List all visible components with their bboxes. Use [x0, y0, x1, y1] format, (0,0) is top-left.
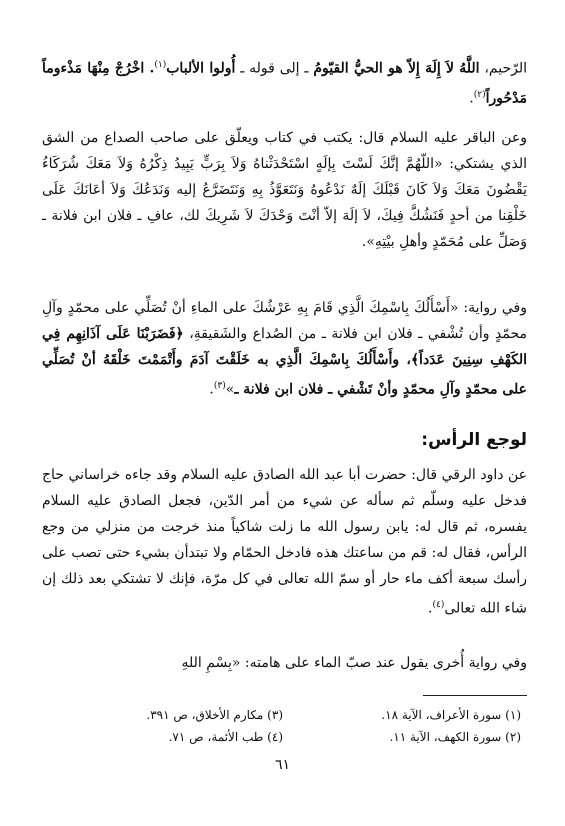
- footnote: (١) سورة الأعراف، الآية ١٨.: [381, 708, 521, 722]
- footnote-marker: (٤): [432, 600, 445, 610]
- footnote: (٣) مكارم الأخلاق، ص ٣٩١.: [146, 708, 283, 722]
- verse-text: أُولوا الألباب: [166, 60, 236, 77]
- footnote-marker: (٣): [213, 381, 226, 391]
- verse-text: اللَّهُ لاَ إِلَهَ إِلاّ هو الحيُّ القيّومُ: [313, 60, 480, 77]
- paragraph-quran-verses: [42, 52, 527, 111]
- section-heading: لوجع الرأس:: [421, 430, 527, 450]
- paragraph-other-narration: وفي رواية أُخرى يقول عند صبّ الماء على هامته: «بِسْمِ اللهِ: [181, 655, 527, 671]
- text-run: .: [428, 600, 433, 617]
- text-run: .: [209, 381, 214, 398]
- footnote-marker: (١): [154, 60, 167, 70]
- footnote-marker: (٢): [473, 89, 486, 100]
- footnote: (٤) طب الأئمة، ص ٧١.: [168, 730, 283, 744]
- verse-text: ﴿فَضَرَبْنَا عَلَى آذَانِهِم فِي الكَهْفِ سِنِينَ عَدَداً﴾، وأَسْأَلُكَ بِاسْمِكَ الَّذِي به خَلَقْتَ آدَمَ وأَتْمَمْتَ خَلْقَهُ أنْ تُصَلِّي على محمّدٍ وآلِ محمّدٍ وأنْ تَشْفي ـ فلان ابن فلانة ـ: [42, 326, 527, 398]
- text-run: ـ إلى قوله ـ: [235, 60, 314, 77]
- footnote: (٢) سورة الكهف، الآية ١١.: [389, 730, 521, 744]
- page-number: ٦١: [274, 757, 291, 773]
- paragraph-dawud-narration: [42, 462, 527, 622]
- verse-text: . اخْرُجْ مِنْهَا مَذْءوماً مَدْحُوراً: [42, 60, 527, 107]
- paragraph-baqir-narration: وعن الباقر عليه السلام قال: يكتب في كتاب ويعلّق على صاحب الصداع من الشق الذي يشتكي: «اللّهُمَّ إنَّكَ لَسْتَ بِإلَهٍ اسْتَحْدَثْناهُ وَلاَ بِرَبٍّ يَبِيدُ ذِكْرُهُ وَلاَ مَعَكَ شُرَكَاءُ يَقْضُونَ مَعَكَ وَلاَ كَانَ قَبْلَكَ إلَهٌ نَدْعُوهُ وَنَتَعَوَّذُ بِهِ وَنَتَضَرَّعُ إليه وَنَدَعُكَ وَلاَ أعَانَكَ عَلَى خَلْقِنا من أحدٍ فَنَشُكَّ فِيكَ، لاَ إلَهَ إلاّ أنْتَ وَحْدَكَ لاَ شَرِيكَ لك، عافِ ـ فلان ابن فلانة ـ وَصَلِّ على مُحَمّدٍ وأهلِ بيْتِهِ».: [42, 130, 527, 250]
- text-run: عن داود الرقي قال: حضرت أبا عبد الله الصادق عليه السلام وقد جاءه خراساني حاج فدخل عليه وسلّم ثم سأله عن شيء من أمر الدّين، فجعل الصادق عليه السلام يفسره، ثم قال له: يابن رسول الله ما زلت شاكياً منذ خرجت من منزلي من وجع الرأس، فقال له: قم من ساعتك هذه فادخل الحمّام ولا تبتدأن بشيء حتى تصب على رأسك سبعة أكف ماء حار أو سمّ الله تعالى في كل مرّة، فإنك لا تشتكي بعد ذلك إن شاء الله تعالى: [42, 467, 527, 617]
- text-run: »: [225, 381, 235, 398]
- paragraph-another-narration: [42, 295, 527, 403]
- text-run: الرّحيم،: [479, 60, 527, 77]
- footnote-divider: [423, 695, 527, 696]
- text-run: وفي رواية: «أَسْأَلُكَ بِاسْمِكَ الَّذِي قَامَ بِهِ عَرْشُكَ على الماءِ أنْ تُصَلِّي على محمّدٍ وآلِ محمّدٍ وأن تُشْفي ـ فلان ابن فلانة ـ من الصُداع والشَقيقةِ،: [42, 300, 527, 342]
- text-run: .: [469, 90, 474, 107]
